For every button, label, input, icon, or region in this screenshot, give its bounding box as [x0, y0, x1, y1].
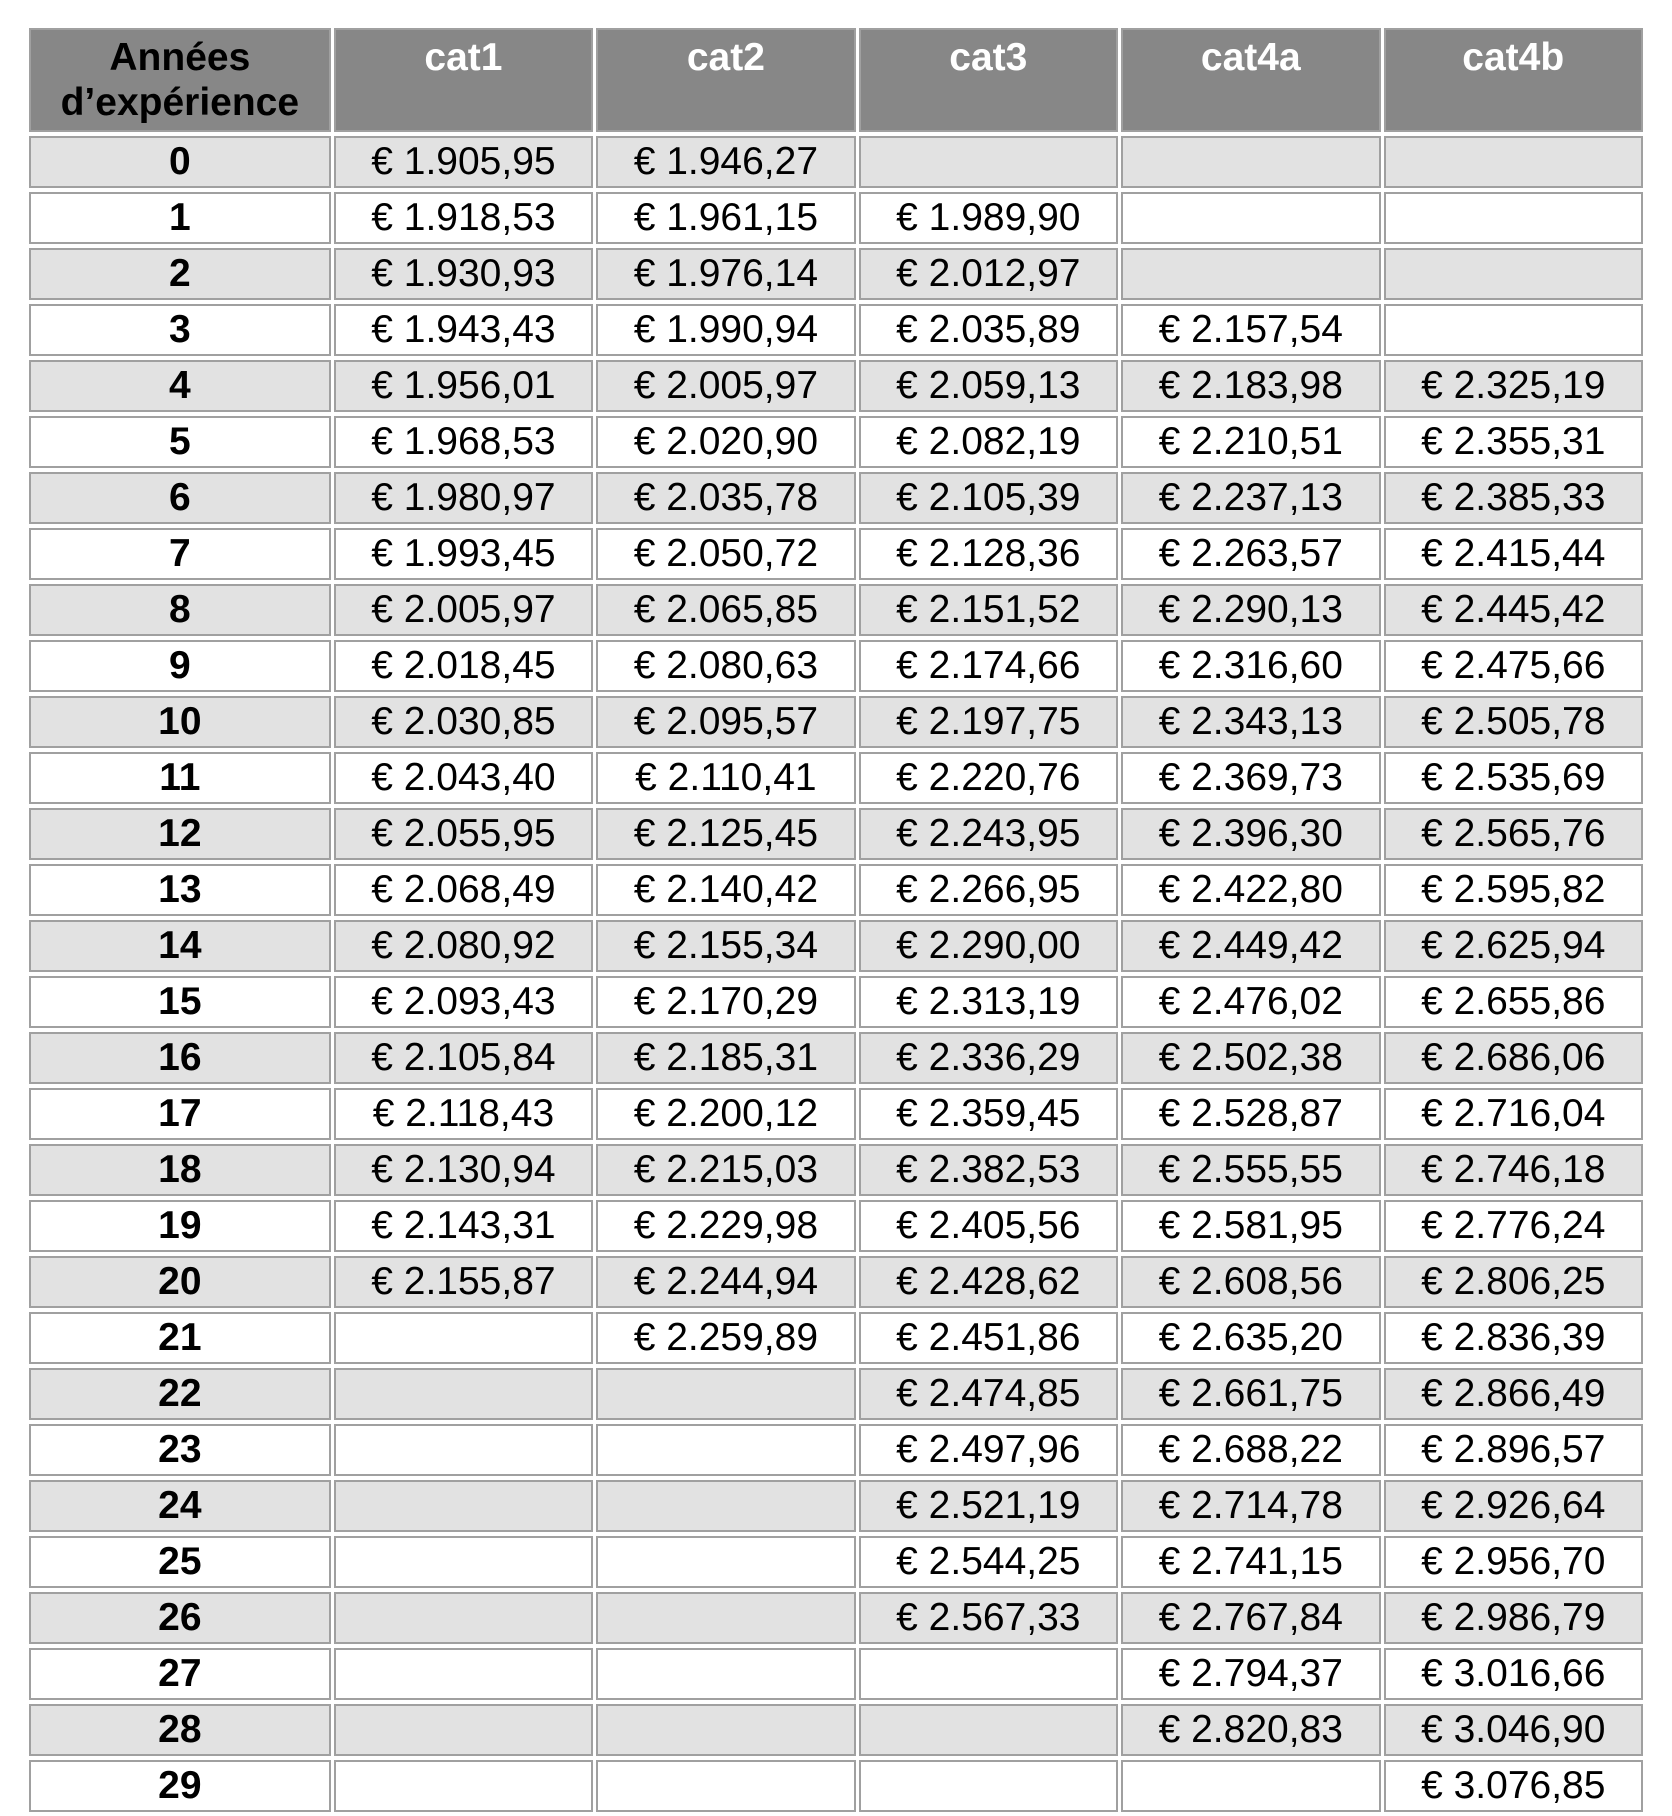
table-row [29, 640, 1643, 692]
value-cell-cat2: € 2.244,94 [596, 1256, 855, 1308]
column-header-experience: Années d’expérience [29, 28, 331, 132]
year-cell: 2 [29, 248, 331, 300]
value-cell-cat3: € 2.382,53 [859, 1144, 1118, 1196]
table-row [29, 1368, 1643, 1420]
value-cell-cat2: € 1.946,27 [596, 136, 855, 188]
value-cell-cat2: € 2.140,42 [596, 864, 855, 916]
table-row [29, 752, 1643, 804]
year-cell: 16 [29, 1032, 331, 1084]
table-row [29, 1592, 1643, 1644]
table-row [29, 472, 1643, 524]
table-row [29, 1424, 1643, 1476]
value-cell-cat3: € 2.197,75 [859, 696, 1118, 748]
value-cell-cat4a: € 2.741,15 [1121, 1536, 1380, 1588]
value-cell-cat4b: € 3.076,85 [1384, 1760, 1644, 1812]
table-row [29, 1032, 1643, 1084]
value-cell-cat1: € 2.043,40 [334, 752, 593, 804]
value-cell-cat2 [596, 1704, 855, 1756]
value-cell-cat2: € 2.155,34 [596, 920, 855, 972]
table-row [29, 1536, 1643, 1588]
value-cell-cat4a: € 2.502,38 [1121, 1032, 1380, 1084]
value-cell-cat4a [1121, 192, 1380, 244]
value-cell-cat1: € 2.055,95 [334, 808, 593, 860]
value-cell-cat2 [596, 1424, 855, 1476]
year-cell: 4 [29, 360, 331, 412]
value-cell-cat3: € 2.105,39 [859, 472, 1118, 524]
year-cell: 25 [29, 1536, 331, 1588]
table-row [29, 976, 1643, 1028]
value-cell-cat3: € 2.521,19 [859, 1480, 1118, 1532]
year-cell: 7 [29, 528, 331, 580]
value-cell-cat4b: € 2.385,33 [1384, 472, 1644, 524]
value-cell-cat4a: € 2.608,56 [1121, 1256, 1380, 1308]
value-cell-cat4b: € 2.535,69 [1384, 752, 1644, 804]
value-cell-cat4a: € 2.422,80 [1121, 864, 1380, 916]
year-cell: 24 [29, 1480, 331, 1532]
value-cell-cat3: € 1.989,90 [859, 192, 1118, 244]
year-cell: 21 [29, 1312, 331, 1364]
value-cell-cat3: € 2.451,86 [859, 1312, 1118, 1364]
value-cell-cat4a: € 2.794,37 [1121, 1648, 1380, 1700]
value-cell-cat1: € 1.980,97 [334, 472, 593, 524]
year-cell: 9 [29, 640, 331, 692]
value-cell-cat2: € 2.005,97 [596, 360, 855, 412]
value-cell-cat4a: € 2.316,60 [1121, 640, 1380, 692]
table-row [29, 1480, 1643, 1532]
value-cell-cat1: € 2.030,85 [334, 696, 593, 748]
value-cell-cat1: € 1.930,93 [334, 248, 593, 300]
value-cell-cat3: € 2.313,19 [859, 976, 1118, 1028]
value-cell-cat4a [1121, 1760, 1380, 1812]
value-cell-cat2: € 1.961,15 [596, 192, 855, 244]
value-cell-cat2 [596, 1536, 855, 1588]
value-cell-cat3: € 2.567,33 [859, 1592, 1118, 1644]
value-cell-cat2 [596, 1368, 855, 1420]
table-row [29, 696, 1643, 748]
value-cell-cat1 [334, 1480, 593, 1532]
value-cell-cat3 [859, 136, 1118, 188]
value-cell-cat1: € 1.968,53 [334, 416, 593, 468]
value-cell-cat4a [1121, 248, 1380, 300]
value-cell-cat3: € 2.290,00 [859, 920, 1118, 972]
value-cell-cat1: € 2.118,43 [334, 1088, 593, 1140]
value-cell-cat1 [334, 1704, 593, 1756]
value-cell-cat2: € 2.080,63 [596, 640, 855, 692]
value-cell-cat4a: € 2.210,51 [1121, 416, 1380, 468]
value-cell-cat4a: € 2.449,42 [1121, 920, 1380, 972]
value-cell-cat2: € 2.035,78 [596, 472, 855, 524]
value-cell-cat1: € 2.105,84 [334, 1032, 593, 1084]
value-cell-cat2: € 2.229,98 [596, 1200, 855, 1252]
column-header-cat4b: cat4b [1384, 28, 1644, 132]
table-row [29, 1760, 1643, 1812]
value-cell-cat4a: € 2.581,95 [1121, 1200, 1380, 1252]
value-cell-cat4a: € 2.237,13 [1121, 472, 1380, 524]
header-row [29, 28, 1643, 132]
column-header-cat4a: cat4a [1121, 28, 1380, 132]
year-cell: 18 [29, 1144, 331, 1196]
value-cell-cat4b: € 2.836,39 [1384, 1312, 1644, 1364]
value-cell-cat2 [596, 1648, 855, 1700]
year-cell: 23 [29, 1424, 331, 1476]
table-row [29, 1088, 1643, 1140]
value-cell-cat1: € 1.943,43 [334, 304, 593, 356]
column-header-cat3: cat3 [859, 28, 1118, 132]
value-cell-cat3: € 2.428,62 [859, 1256, 1118, 1308]
year-cell: 17 [29, 1088, 331, 1140]
value-cell-cat4a: € 2.343,13 [1121, 696, 1380, 748]
value-cell-cat4a: € 2.820,83 [1121, 1704, 1380, 1756]
value-cell-cat2: € 2.065,85 [596, 584, 855, 636]
table-row [29, 360, 1643, 412]
value-cell-cat2: € 2.215,03 [596, 1144, 855, 1196]
value-cell-cat4b: € 2.325,19 [1384, 360, 1644, 412]
value-cell-cat1 [334, 1312, 593, 1364]
table-row [29, 192, 1643, 244]
value-cell-cat4a: € 2.714,78 [1121, 1480, 1380, 1532]
value-cell-cat4a [1121, 136, 1380, 188]
table-row [29, 1200, 1643, 1252]
year-cell: 3 [29, 304, 331, 356]
value-cell-cat1: € 1.905,95 [334, 136, 593, 188]
table-row [29, 1256, 1643, 1308]
table-row [29, 920, 1643, 972]
value-cell-cat4b: € 2.866,49 [1384, 1368, 1644, 1420]
value-cell-cat4b: € 3.016,66 [1384, 1648, 1644, 1700]
value-cell-cat4b: € 2.776,24 [1384, 1200, 1644, 1252]
value-cell-cat3: € 2.082,19 [859, 416, 1118, 468]
value-cell-cat3: € 2.359,45 [859, 1088, 1118, 1140]
value-cell-cat4a: € 2.183,98 [1121, 360, 1380, 412]
value-cell-cat4b: € 3.046,90 [1384, 1704, 1644, 1756]
table-header [29, 28, 1643, 132]
value-cell-cat4a: € 2.157,54 [1121, 304, 1380, 356]
value-cell-cat4b: € 2.625,94 [1384, 920, 1644, 972]
value-cell-cat4a: € 2.661,75 [1121, 1368, 1380, 1420]
value-cell-cat1 [334, 1760, 593, 1812]
value-cell-cat1 [334, 1424, 593, 1476]
value-cell-cat1 [334, 1592, 593, 1644]
value-cell-cat1 [334, 1536, 593, 1588]
value-cell-cat2: € 2.185,31 [596, 1032, 855, 1084]
value-cell-cat4b: € 2.355,31 [1384, 416, 1644, 468]
value-cell-cat4b: € 2.475,66 [1384, 640, 1644, 692]
column-header-cat1: cat1 [334, 28, 593, 132]
value-cell-cat3: € 2.174,66 [859, 640, 1118, 692]
value-cell-cat1: € 2.068,49 [334, 864, 593, 916]
value-cell-cat2: € 2.200,12 [596, 1088, 855, 1140]
year-cell: 6 [29, 472, 331, 524]
value-cell-cat4b: € 2.926,64 [1384, 1480, 1644, 1532]
value-cell-cat4b: € 2.445,42 [1384, 584, 1644, 636]
year-cell: 22 [29, 1368, 331, 1420]
value-cell-cat4a: € 2.635,20 [1121, 1312, 1380, 1364]
year-cell: 27 [29, 1648, 331, 1700]
value-cell-cat4b: € 2.956,70 [1384, 1536, 1644, 1588]
value-cell-cat4b: € 2.595,82 [1384, 864, 1644, 916]
value-cell-cat4a: € 2.263,57 [1121, 528, 1380, 580]
salary-scale-table [26, 24, 1646, 1816]
value-cell-cat1: € 2.005,97 [334, 584, 593, 636]
table-row [29, 136, 1643, 188]
value-cell-cat1: € 2.155,87 [334, 1256, 593, 1308]
table-row [29, 1312, 1643, 1364]
table-row [29, 528, 1643, 580]
value-cell-cat1 [334, 1648, 593, 1700]
value-cell-cat2: € 2.259,89 [596, 1312, 855, 1364]
table-row [29, 1144, 1643, 1196]
value-cell-cat2: € 2.125,45 [596, 808, 855, 860]
value-cell-cat4a: € 2.369,73 [1121, 752, 1380, 804]
value-cell-cat3: € 2.243,95 [859, 808, 1118, 860]
year-cell: 11 [29, 752, 331, 804]
year-cell: 14 [29, 920, 331, 972]
value-cell-cat4b [1384, 304, 1644, 356]
value-cell-cat2: € 2.095,57 [596, 696, 855, 748]
value-cell-cat3: € 2.266,95 [859, 864, 1118, 916]
year-cell: 13 [29, 864, 331, 916]
value-cell-cat2: € 2.170,29 [596, 976, 855, 1028]
value-cell-cat4b [1384, 192, 1644, 244]
value-cell-cat4a: € 2.290,13 [1121, 584, 1380, 636]
year-cell: 19 [29, 1200, 331, 1252]
value-cell-cat3 [859, 1704, 1118, 1756]
value-cell-cat4b [1384, 136, 1644, 188]
value-cell-cat4a: € 2.396,30 [1121, 808, 1380, 860]
value-cell-cat3: € 2.128,36 [859, 528, 1118, 580]
table-row [29, 248, 1643, 300]
value-cell-cat4a: € 2.767,84 [1121, 1592, 1380, 1644]
value-cell-cat4b: € 2.415,44 [1384, 528, 1644, 580]
year-cell: 26 [29, 1592, 331, 1644]
value-cell-cat2: € 1.990,94 [596, 304, 855, 356]
table-row [29, 1648, 1643, 1700]
table-row [29, 1704, 1643, 1756]
table-row [29, 416, 1643, 468]
year-cell: 12 [29, 808, 331, 860]
value-cell-cat1: € 2.018,45 [334, 640, 593, 692]
value-cell-cat4b: € 2.505,78 [1384, 696, 1644, 748]
value-cell-cat4b: € 2.686,06 [1384, 1032, 1644, 1084]
value-cell-cat2: € 2.110,41 [596, 752, 855, 804]
value-cell-cat4b [1384, 248, 1644, 300]
table-row [29, 864, 1643, 916]
value-cell-cat3: € 2.336,29 [859, 1032, 1118, 1084]
value-cell-cat4a: € 2.476,02 [1121, 976, 1380, 1028]
value-cell-cat1: € 1.918,53 [334, 192, 593, 244]
value-cell-cat4b: € 2.716,04 [1384, 1088, 1644, 1140]
table-row [29, 304, 1643, 356]
year-cell: 29 [29, 1760, 331, 1812]
value-cell-cat2 [596, 1592, 855, 1644]
year-cell: 28 [29, 1704, 331, 1756]
value-cell-cat2 [596, 1760, 855, 1812]
year-cell: 20 [29, 1256, 331, 1308]
value-cell-cat1: € 2.093,43 [334, 976, 593, 1028]
value-cell-cat1 [334, 1368, 593, 1420]
year-cell: 8 [29, 584, 331, 636]
value-cell-cat3: € 2.220,76 [859, 752, 1118, 804]
value-cell-cat3: € 2.059,13 [859, 360, 1118, 412]
year-cell: 15 [29, 976, 331, 1028]
value-cell-cat2: € 2.050,72 [596, 528, 855, 580]
value-cell-cat3: € 2.035,89 [859, 304, 1118, 356]
value-cell-cat3 [859, 1760, 1118, 1812]
year-cell: 5 [29, 416, 331, 468]
year-cell: 1 [29, 192, 331, 244]
value-cell-cat4b: € 2.565,76 [1384, 808, 1644, 860]
value-cell-cat4a: € 2.528,87 [1121, 1088, 1380, 1140]
value-cell-cat4b: € 2.655,86 [1384, 976, 1644, 1028]
year-cell: 0 [29, 136, 331, 188]
value-cell-cat3: € 2.544,25 [859, 1536, 1118, 1588]
year-cell: 10 [29, 696, 331, 748]
value-cell-cat4b: € 2.746,18 [1384, 1144, 1644, 1196]
table-body [29, 136, 1643, 1812]
table-row [29, 584, 1643, 636]
value-cell-cat1: € 1.993,45 [334, 528, 593, 580]
value-cell-cat3: € 2.405,56 [859, 1200, 1118, 1252]
value-cell-cat3 [859, 1648, 1118, 1700]
value-cell-cat4b: € 2.986,79 [1384, 1592, 1644, 1644]
value-cell-cat3: € 2.151,52 [859, 584, 1118, 636]
value-cell-cat4a: € 2.688,22 [1121, 1424, 1380, 1476]
value-cell-cat1: € 1.956,01 [334, 360, 593, 412]
value-cell-cat2 [596, 1480, 855, 1532]
value-cell-cat1: € 2.130,94 [334, 1144, 593, 1196]
value-cell-cat4b: € 2.806,25 [1384, 1256, 1644, 1308]
value-cell-cat4a: € 2.555,55 [1121, 1144, 1380, 1196]
value-cell-cat3: € 2.474,85 [859, 1368, 1118, 1420]
column-header-cat2: cat2 [596, 28, 855, 132]
value-cell-cat1: € 2.080,92 [334, 920, 593, 972]
value-cell-cat3: € 2.497,96 [859, 1424, 1118, 1476]
value-cell-cat2: € 2.020,90 [596, 416, 855, 468]
value-cell-cat1: € 2.143,31 [334, 1200, 593, 1252]
value-cell-cat2: € 1.976,14 [596, 248, 855, 300]
value-cell-cat3: € 2.012,97 [859, 248, 1118, 300]
value-cell-cat4b: € 2.896,57 [1384, 1424, 1644, 1476]
table-row [29, 808, 1643, 860]
